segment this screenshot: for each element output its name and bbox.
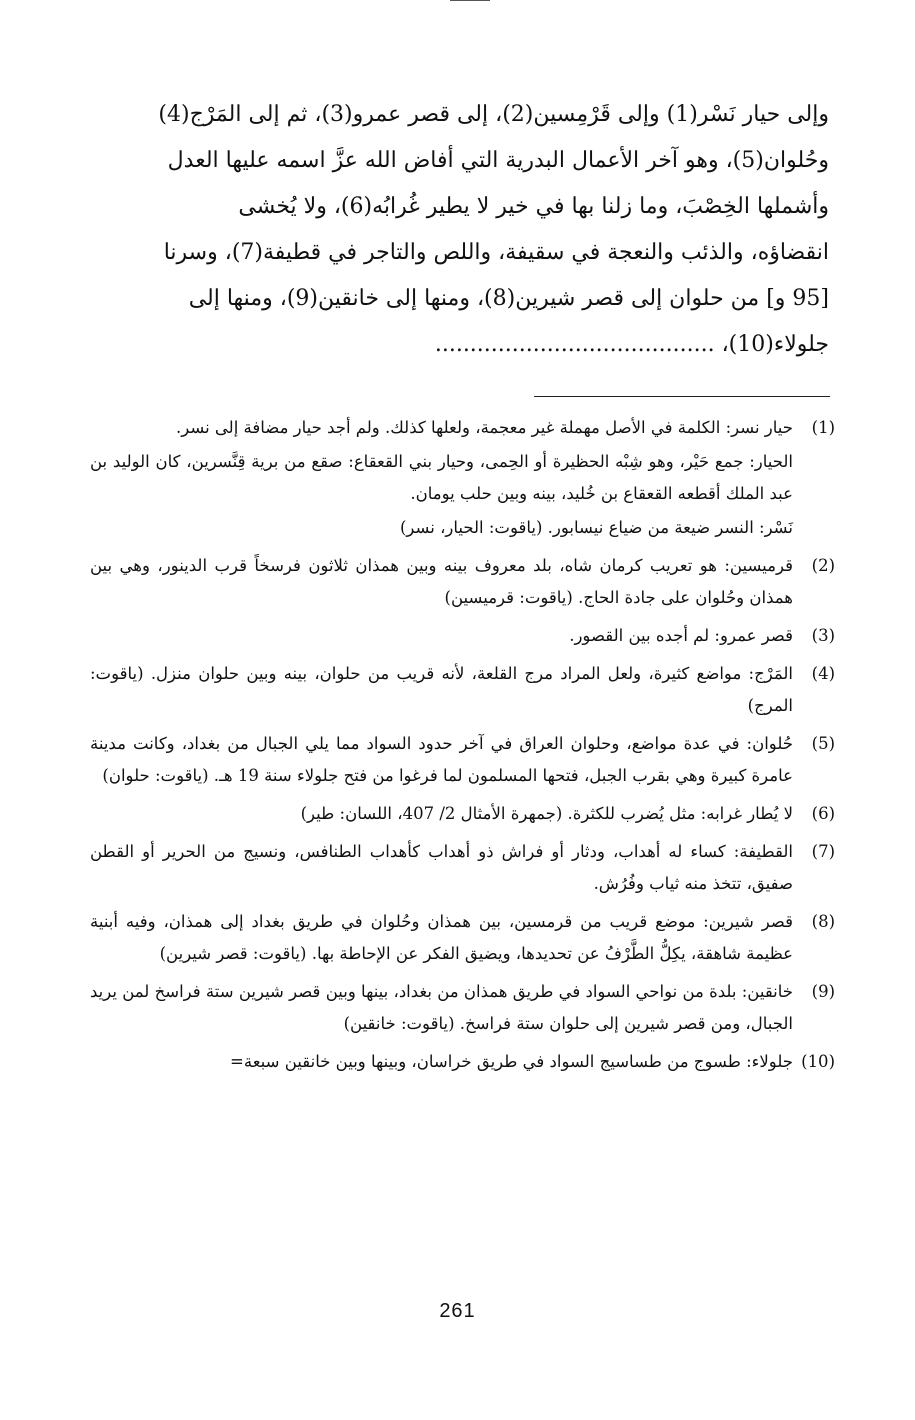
footnote-number: (6) <box>811 804 835 823</box>
footnote-number: (7) <box>811 842 835 861</box>
footnote-number: (3) <box>811 626 835 645</box>
footnote-paragraph: الحيار: جمع حَيْر، وهو شِبْه الحظيرة أو الحِمى، وحيار بني القعقاع: صقع من برية قِنَّسرين، كان الوليد بن عبد الملك أقطعه القعقاع بن خُليد، بينه وبين حلب يومان. <box>90 452 793 503</box>
main-last-line <box>98 322 829 368</box>
footnote-number: (9) <box>811 982 835 1001</box>
footnote-separator <box>534 396 830 397</box>
main-text <box>98 92 829 368</box>
footnote-paragraph: جلولاء: طسوج من طساسيج السواد في طريق خراسان، وبينها وبين خانقين سبعة= <box>230 1052 793 1071</box>
footnote-item <box>90 906 835 970</box>
footnote-body <box>90 658 793 722</box>
main-line: وإلى حيار نَسْر(1) وإلى قَرْمِسين(2)، إلى قصر عمرو(3)، ثم إلى المَرْج(4) <box>158 102 829 127</box>
footnote-paragraph: حُلوان: في عدة مواضع، وحلوان العراق في آخر حدود السواد مما يلي الجبال من بغداد، وكانت مدينة عامرة كبيرة وهي بقرب الجبل، فتحها المسلمون لما فرغوا من فتح جلولاء سنة 19 هـ. (ياقوت: حلوان) <box>90 734 793 785</box>
footnote-body <box>90 728 793 792</box>
ellipsis-dots: ........................................ <box>434 332 715 357</box>
footnote-number: (10) <box>801 1052 835 1071</box>
main-line: وأشملها الخِصْبَ، وما زلنا بها في خير لا يطير غُرابُه(6)، ولا يُخشى <box>238 194 829 219</box>
footnote-paragraph: قصر عمرو: لم أجده بين القصور. <box>569 626 793 645</box>
page-number: 261 <box>439 1300 476 1322</box>
footnote-paragraph: لا يُطار غرابه: مثل يُضرب للكثرة. (جمهرة الأمثال 2/ 407، اللسان: طير) <box>300 804 793 823</box>
footnote-number: (5) <box>811 734 835 753</box>
main-line: جلولاء(10)، <box>721 332 829 357</box>
footnote-paragraph: القطيفة: كساء له أهداب، ودثار أو فراش ذو أهداب كأهداب الطنافس، ونسيج من الحرير أو القطن صفيق، تتخذ منه ثياب وفُرُش. <box>90 842 793 893</box>
footnote-item <box>90 620 835 652</box>
main-line: وحُلوان(5)، وهو آخر الأعمال البدرية التي أفاض الله عزَّ اسمه عليها العدل <box>167 148 829 173</box>
footnote-item <box>90 1046 835 1078</box>
footnote-body <box>90 976 793 1040</box>
footnote-body <box>90 412 793 544</box>
footnote-body <box>90 550 793 614</box>
footnote-paragraph: قصر شيرين: موضع قريب من قرمسين، بين همذان وحُلوان في طريق بغداد إلى همذان، وفيه أبنية عظيمة شاهقة، يكِلُّ الطَّرْفُ عن تحديدها، ويضيق الفكر عن الإحاطة بها. (ياقوت: قصر شيرين) <box>90 912 793 963</box>
footnote-body <box>90 798 793 830</box>
footnote-item <box>90 550 835 614</box>
footnote-item <box>90 976 835 1040</box>
footnote-body <box>90 1046 793 1078</box>
footnotes <box>90 412 835 1084</box>
footnote-number: (2) <box>811 556 835 575</box>
top-rule <box>450 0 490 1</box>
footnote-item <box>90 658 835 722</box>
main-line: [95 و] من حلوان إلى قصر شيرين(8)، ومنها إلى خانقين(9)، ومنها إلى <box>188 286 829 311</box>
footnote-item <box>90 798 835 830</box>
footnote-item <box>90 412 835 544</box>
footnote-paragraph: قرميسين: هو تعريب كرمان شاه، بلد معروف بينه وبين همذان ثلاثون فرسخاً قرب الدينور، وهي بين همذان وحُلوان على جادة الحاج. (ياقوت: قرميسين) <box>90 556 793 607</box>
footnote-item <box>90 728 835 792</box>
footnote-paragraph: المَرْج: مواضع كثيرة، ولعل المراد مرج القلعة، لأنه قريب من حلوان، بينه وبين حلوان منزل. (ياقوت: المرج) <box>90 664 793 715</box>
footnote-paragraph: خانقين: بلدة من نواحي السواد في طريق همذان من بغداد، بينها وبين قصر شيرين ستة فراسخ لمن يريد الجبال، ومن قصر شيرين إلى حلوان ستة فراسخ. (ياقوت: خانقين) <box>90 982 793 1033</box>
footnote-body <box>90 836 793 900</box>
footnote-number: (1) <box>811 418 835 437</box>
footnote-number: (8) <box>811 912 835 931</box>
footnote-item <box>90 836 835 900</box>
footnote-number: (4) <box>811 664 835 683</box>
footnote-paragraph: نَسْر: النسر ضيعة من ضياع نيسابور. (ياقوت: الحيار، نسر) <box>399 518 793 537</box>
footnote-body <box>90 620 793 652</box>
main-line: انقضاؤه، والذئب والنعجة في سقيفة، واللص والتاجر في قطيفة(7)، وسرنا <box>163 240 829 265</box>
footnote-body <box>90 906 793 970</box>
footnote-paragraph: حيار نسر: الكلمة في الأصل مهملة غير معجمة، ولعلها كذلك. ولم أجد حيار مضافة إلى نسر. <box>176 418 793 437</box>
